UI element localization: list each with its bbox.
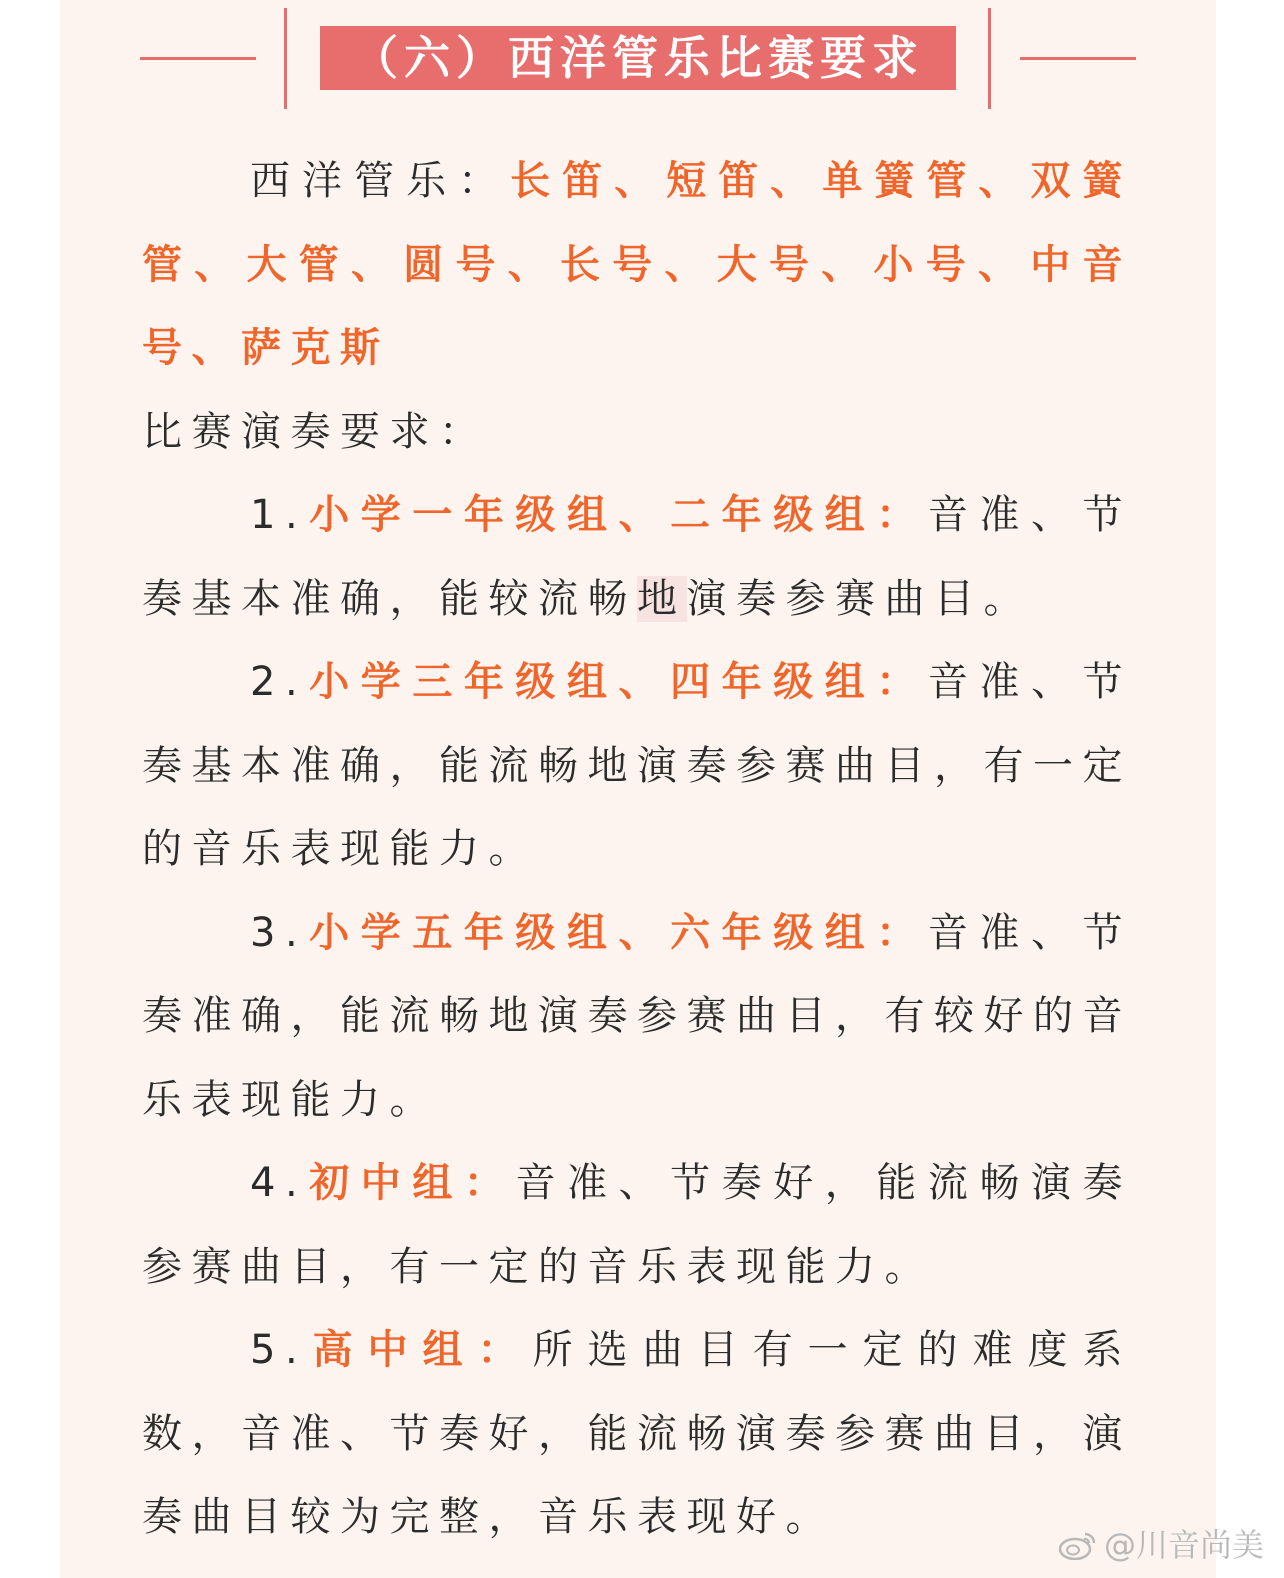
item-group: 小学三年级组、四年级组： — [307, 659, 928, 705]
instruments-label: 西洋管乐： — [250, 158, 511, 204]
item-number: 5. — [250, 1327, 308, 1373]
item-group: 初中组： — [307, 1160, 516, 1206]
document-body — [142, 140, 1132, 1560]
watermark — [1058, 1520, 1264, 1566]
item-number: 4. — [250, 1160, 308, 1206]
watermark-text: @川音尚美 — [1103, 1526, 1264, 1564]
item-text: 所选曲目有一定的难度系数，音准、节奏好，能流畅演奏参赛曲目，演奏曲目较为完整，音乐表现好。 — [142, 1327, 1133, 1540]
item-text: 音准、节奏基本准确，能流畅地演奏参赛曲目，有一定的音乐表现能力。 — [142, 659, 1133, 872]
requirements-heading: 比赛演奏要求： — [142, 408, 489, 455]
requirement-item-2 — [142, 641, 1132, 892]
title-rule-left — [140, 57, 256, 60]
title-bar-right — [988, 8, 991, 109]
item-text: 音准、节奏准确，能流畅地演奏参赛曲目，有较好的音乐表现能力。 — [142, 909, 1133, 1123]
item-number: 3. — [250, 909, 308, 956]
item-text: 音准、节奏基本准确，能较流畅 — [142, 492, 1133, 622]
requirement-item-1 — [142, 474, 1132, 641]
item-number: 2. — [250, 659, 308, 705]
item-text-end: 演奏参赛曲目。 — [686, 575, 1033, 622]
item-group: 小学一年级组、二年级组： — [307, 492, 928, 538]
weibo-icon — [1058, 1530, 1098, 1560]
item-group: 小学五年级组、六年级组： — [307, 909, 928, 956]
title-rule-right — [1020, 57, 1136, 60]
requirement-item-3 — [142, 892, 1132, 1143]
requirement-item-4 — [142, 1142, 1132, 1309]
item-text: 音准、节奏好，能流畅演奏参赛曲目，有一定的音乐表现能力。 — [142, 1160, 1133, 1290]
requirement-item-5 — [142, 1309, 1132, 1560]
item-number: 1. — [250, 492, 308, 538]
section-title: （六）西洋管乐比赛要求 — [320, 26, 956, 90]
title-bar-left — [284, 8, 287, 109]
item-text-marked: 地 — [637, 575, 687, 622]
instruments-list: 长笛、短笛、单簧管、双簧管、大管、圆号、长号、大号、小号、中音号、萨克斯 — [142, 158, 1132, 371]
instruments-paragraph — [142, 140, 1132, 391]
item-group: 高中组： — [307, 1327, 533, 1373]
